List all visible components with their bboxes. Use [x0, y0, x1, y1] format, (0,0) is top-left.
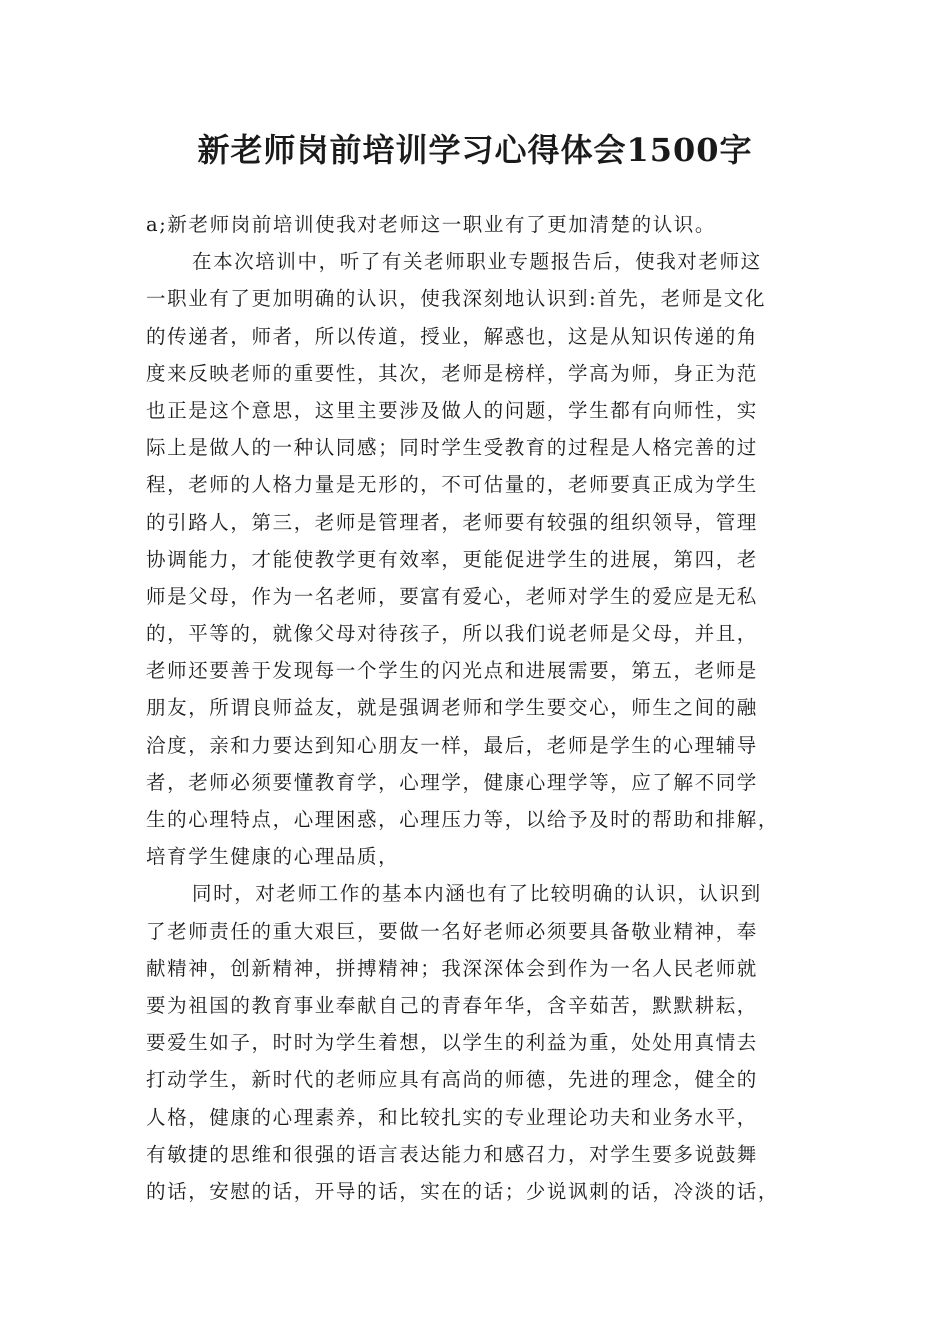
- text-line: 也正是这个意思，这里主要涉及做人的问题，学生都有向师性，实: [146, 398, 758, 422]
- text-line-paragraph-start: 在本次培训中，听了有关老师职业专题报告后，使我对老师这: [192, 250, 762, 274]
- text-line: 有敏捷的思维和很强的语言表达能力和感召力，对学生要多说鼓舞: [146, 1142, 758, 1166]
- text-line: 了老师责任的重大艰巨，要做一名好老师必须要具备敬业精神，奉: [146, 919, 758, 943]
- text-line: 度来反映老师的重要性，其次，老师是榜样，学高为师，身正为范: [146, 361, 758, 385]
- text-line: 人格，健康的心理素养，和比较扎实的专业理论功夫和业务水平，: [146, 1105, 758, 1129]
- text-line: 的引路人，第三，老师是管理者，老师要有较强的组织领导，管理: [146, 510, 758, 534]
- text-line: 者，老师必须要懂教育学，心理学，健康心理学等，应了解不同学: [146, 770, 758, 794]
- text-line: 献精神，创新精神，拼搏精神；我深深体会到作为一名人民老师就: [146, 956, 758, 980]
- text-line: 一职业有了更加明确的认识，使我深刻地认识到:首先，老师是文化: [146, 287, 767, 311]
- text-line: 际上是做人的一种认同感；同时学生受教育的过程是人格完善的过: [146, 436, 758, 460]
- text-line: 的话，安慰的话，开导的话，实在的话；少说讽刺的话，冷淡的话，: [146, 1179, 780, 1203]
- text-line: 程，老师的人格力量是无形的，不可估量的，老师要真正成为学生: [146, 473, 758, 497]
- text-line: 培育学生健康的心理品质，: [146, 845, 400, 869]
- text-line: 要爱生如子，时时为学生着想，以学生的利益为重，处处用真情去: [146, 1031, 758, 1055]
- text-line: a;新老师岗前培训使我对老师这一职业有了更加清楚的认识。: [146, 213, 716, 236]
- text-line: 洽度，亲和力要达到知心朋友一样，最后，老师是学生的心理辅导: [146, 733, 758, 757]
- text-line-paragraph-start: 同时，对老师工作的基本内涵也有了比较明确的认识，认识到: [192, 882, 762, 906]
- document-title: 新老师岗前培训学习心得体会1500字: [197, 131, 753, 169]
- text-line: 老师还要善于发现每一个学生的闪光点和进展需要，第五，老师是: [146, 659, 758, 683]
- text-line: 要为祖国的教育事业奉献自己的青春年华，含辛茹苦，默默耕耘，: [146, 993, 758, 1017]
- text-line: 的，平等的，就像父母对待孩子，所以我们说老师是父母，并且，: [146, 622, 758, 646]
- text-line: 协调能力，才能使教学更有效率，更能促进学生的进展，第四，老: [146, 547, 758, 571]
- text-line: 师是父母，作为一名老师，要富有爱心，老师对学生的爱应是无私: [146, 584, 758, 608]
- document-body: [146, 206, 836, 1210]
- text-line: 的传递者，师者，所以传道，授业，解惑也，这是从知识传递的角: [146, 324, 758, 348]
- text-line: 生的心理特点，心理困惑，心理压力等，以给予及时的帮助和排解，: [146, 808, 780, 831]
- text-line: 打动学生，新时代的老师应具有高尚的师德，先进的理念，健全的: [146, 1068, 758, 1092]
- text-line: 朋友，所谓良师益友，就是强调老师和学生要交心，师生之间的融: [146, 696, 758, 720]
